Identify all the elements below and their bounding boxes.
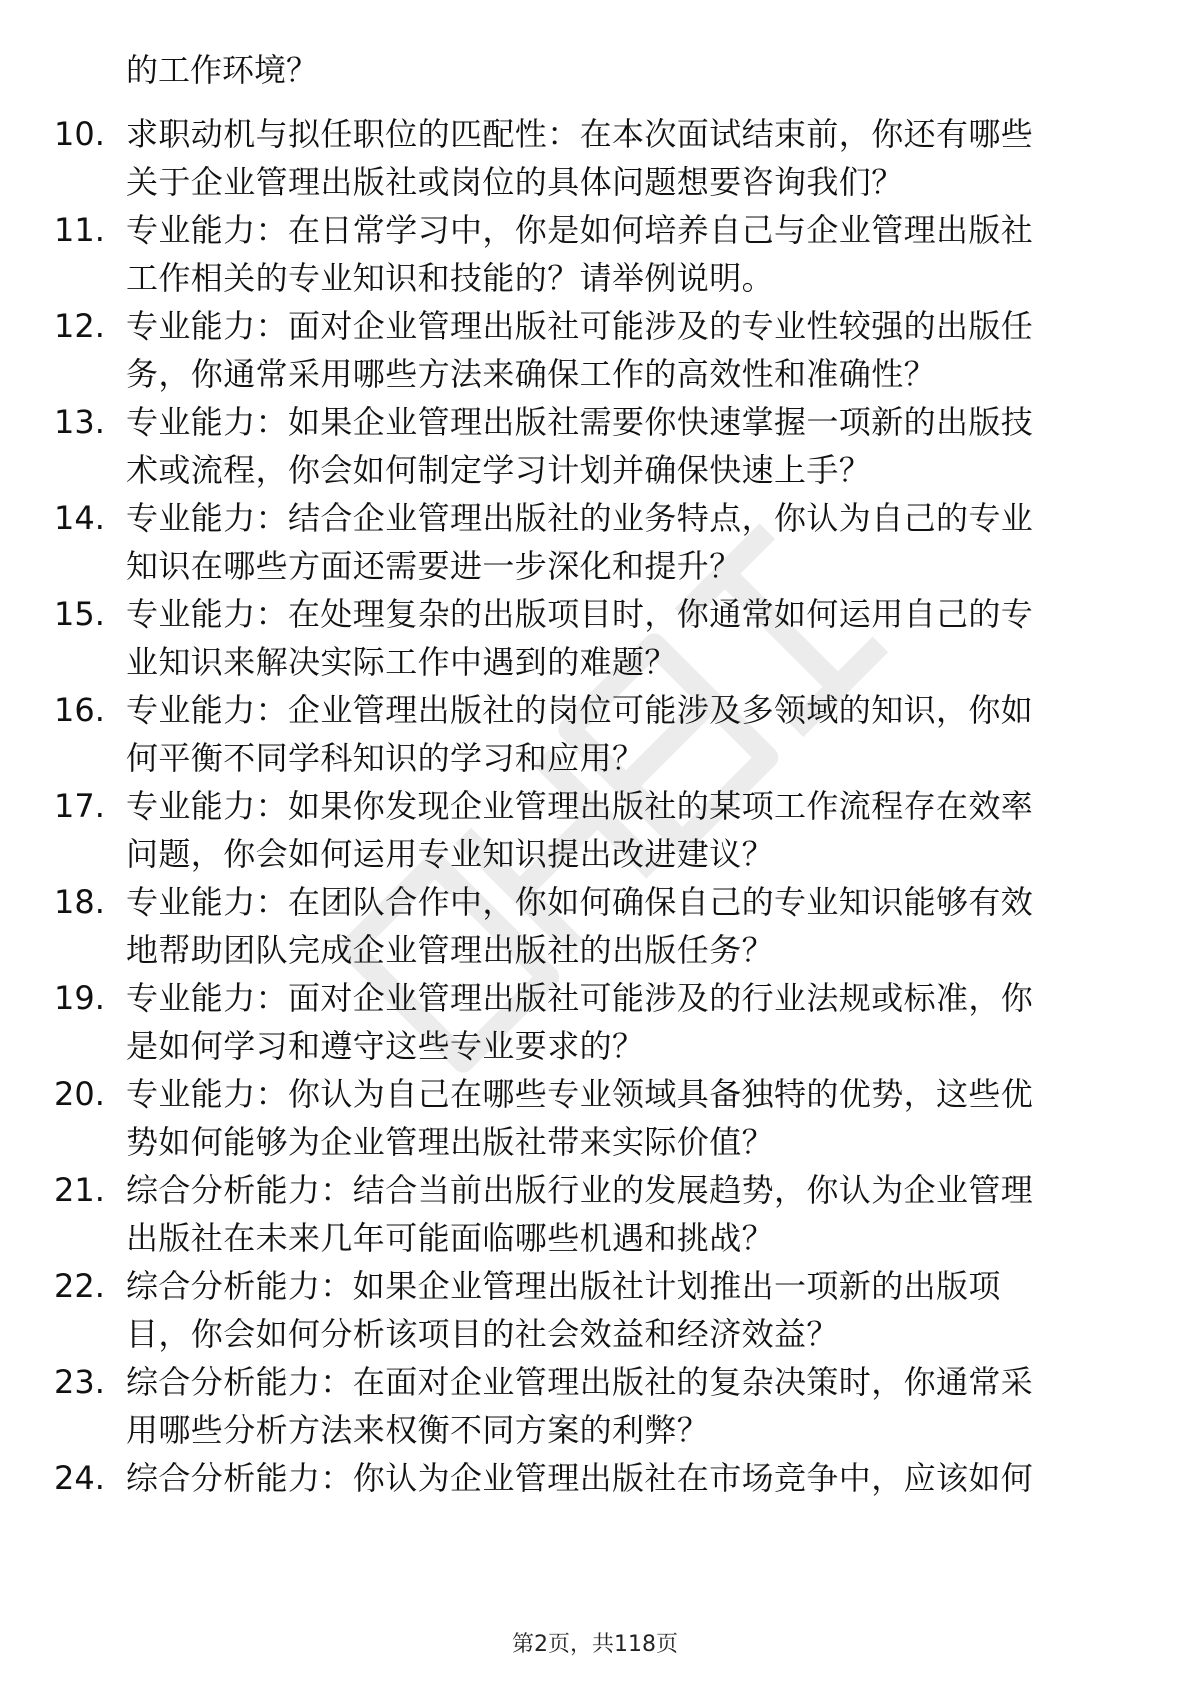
item-text-line: 综合分析能力：在面对企业管理出版社的复杂决策时，你通常采 <box>126 1363 1034 1401</box>
item-number: 19. <box>54 979 105 1017</box>
item-text-line: 关于企业管理出版社或岗位的具体问题想要咨询我们？ <box>126 163 904 201</box>
item-text-line: 专业能力：企业管理出版社的岗位可能涉及多领域的知识，你如 <box>126 691 1034 729</box>
item-number: 18. <box>54 883 105 921</box>
item-text-line: 出版社在未来几年可能面临哪些机遇和挑战？ <box>126 1219 775 1257</box>
item-number: 17. <box>54 787 105 825</box>
item-text-line: 专业能力：面对企业管理出版社可能涉及的专业性较强的出版任 <box>126 307 1034 345</box>
list-item <box>54 878 1134 974</box>
list-item <box>54 1166 1134 1262</box>
item-number: 24. <box>54 1459 105 1497</box>
item-text-line: 是如何学习和遵守这些专业要求的？ <box>126 1027 645 1065</box>
list-item <box>54 1262 1134 1358</box>
list-item <box>54 974 1134 1070</box>
item-text-line: 求职动机与拟任职位的匹配性：在本次面试结束前，你还有哪些 <box>126 115 1034 153</box>
item-number: 13. <box>54 403 105 441</box>
item-text-line: 问题，你会如何运用专业知识提出改进建议？ <box>126 835 775 873</box>
item-number: 16. <box>54 691 105 729</box>
item-text-line: 务，你通常采用哪些方法来确保工作的高效性和准确性？ <box>126 355 937 393</box>
item-text-line: 业知识来解决实际工作中遇到的难题？ <box>126 643 677 681</box>
item-text-line: 术或流程，你会如何制定学习计划并确保快速上手？ <box>126 451 872 489</box>
list-item <box>54 398 1134 494</box>
item-text-line: 综合分析能力：如果企业管理出版社计划推出一项新的出版项 <box>126 1267 1001 1305</box>
item-text-line: 专业能力：如果企业管理出版社需要你快速掌握一项新的出版技 <box>126 403 1034 441</box>
item-text-line: 目，你会如何分析该项目的社会效益和经济效益？ <box>126 1315 839 1353</box>
continuation-text: 的工作环境？ <box>126 51 319 89</box>
list-item <box>54 590 1134 686</box>
item-text-line: 知识在哪些方面还需要进一步深化和提升？ <box>126 547 742 585</box>
item-number: 11. <box>54 211 105 249</box>
list-item <box>54 782 1134 878</box>
item-text-line: 专业能力：如果你发现企业管理出版社的某项工作流程存在效率 <box>126 787 1034 825</box>
item-text-line: 工作相关的专业知识和技能的？请举例说明。 <box>126 259 775 297</box>
list-item <box>54 686 1134 782</box>
item-text-line: 专业能力：在日常学习中，你是如何培养自己与企业管理出版社 <box>126 211 1034 249</box>
item-number: 10. <box>54 115 105 153</box>
item-text-line: 专业能力：在团队合作中，你如何确保自己的专业知识能够有效 <box>126 883 1034 921</box>
item-number: 14. <box>54 499 105 537</box>
page-number-footer: 第2页，共118页 <box>512 1632 678 1657</box>
item-number: 20. <box>54 1075 105 1113</box>
item-number: 15. <box>54 595 105 633</box>
list-item <box>54 206 1134 302</box>
item-text-line: 势如何能够为企业管理出版社带来实际价值？ <box>126 1123 775 1161</box>
item-number: 12. <box>54 307 105 345</box>
item-text-line: 专业能力：你认为自己在哪些专业领域具备独特的优势，这些优 <box>126 1075 1034 1113</box>
item-number: 23. <box>54 1363 105 1401</box>
item-text-line: 何平衡不同学科知识的学习和应用？ <box>126 739 645 777</box>
list-item <box>54 1454 1134 1550</box>
item-number: 22. <box>54 1267 105 1305</box>
item-text-line: 专业能力：结合企业管理出版社的业务特点，你认为自己的专业 <box>126 499 1034 537</box>
item-text-line: 用哪些分析方法来权衡不同方案的利弊？ <box>126 1411 710 1449</box>
list-item <box>54 1070 1134 1166</box>
item-text-line: 地帮助团队完成企业管理出版社的出版任务？ <box>126 931 775 969</box>
item-text-line: 综合分析能力：结合当前出版行业的发展趋势，你认为企业管理 <box>126 1171 1034 1209</box>
item-text-line: 专业能力：面对企业管理出版社可能涉及的行业法规或标准，你 <box>126 979 1034 1017</box>
item-text-line: 专业能力：在处理复杂的出版项目时，你通常如何运用自己的专 <box>126 595 1034 633</box>
list-item <box>54 1358 1134 1454</box>
item-number: 21. <box>54 1171 105 1209</box>
list-item <box>54 494 1134 590</box>
list-item <box>54 302 1134 398</box>
list-item <box>54 110 1134 206</box>
item-text-line: 综合分析能力：你认为企业管理出版社在市场竞争中，应该如何 <box>126 1459 1034 1497</box>
